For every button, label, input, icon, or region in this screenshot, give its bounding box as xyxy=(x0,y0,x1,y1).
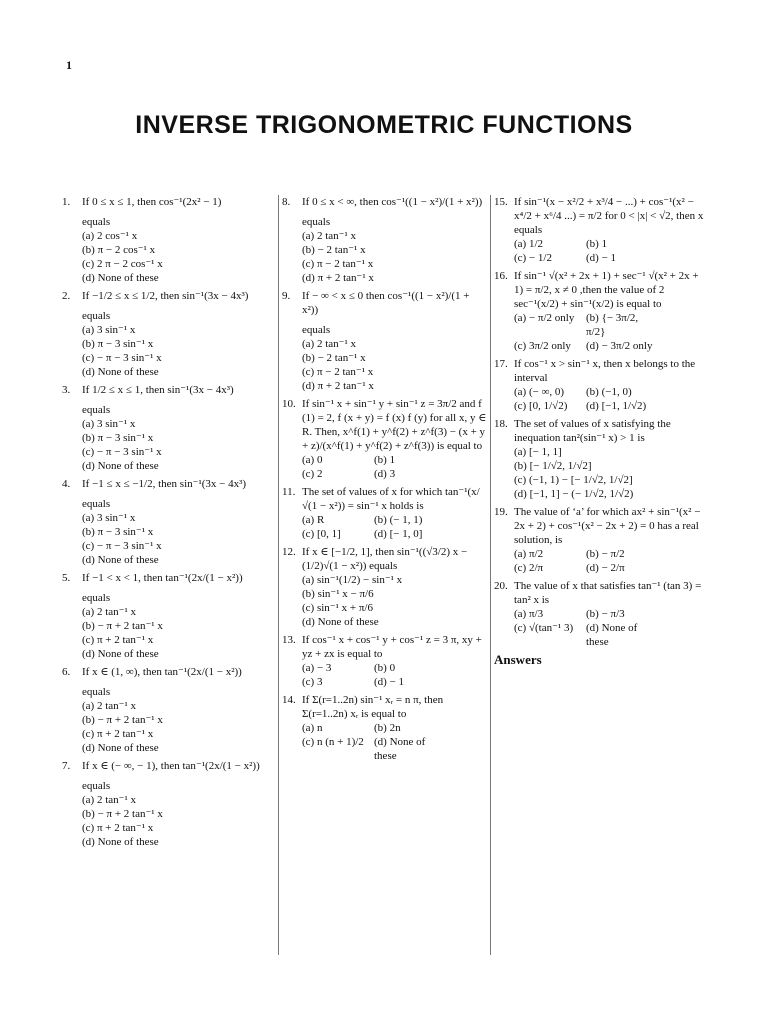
answer-option: (d) [−1, 1/√2) xyxy=(586,400,647,412)
question-text: If sin⁻¹ √(x² + 2x + 1) + sec⁻¹ √(x² + 2x + 1) = π/2, x ≠ 0 ,then the value of 2 sec⁻¹(x/2) + sin⁻¹(x/2) is equal to xyxy=(514,270,699,310)
answer-option-row xyxy=(494,251,704,265)
answer-option: (c) 2 xyxy=(302,468,323,480)
question-item xyxy=(62,759,276,849)
question-text: If − ∞ < x ≤ 0 then cos⁻¹((1 − x²)/(1 + x²)) xyxy=(302,290,470,316)
equals-label: equals xyxy=(82,686,111,698)
answer-option-row xyxy=(494,561,704,575)
question-number: 13. xyxy=(282,634,296,646)
answer-option: (c) 2/π xyxy=(514,562,544,574)
question-text: The set of values of x for which tan⁻¹(x/√(1 − x²)) = sin⁻¹ x holds is xyxy=(302,486,480,512)
answer-option-row xyxy=(282,675,488,689)
answer-option: (a) 1/2 xyxy=(514,238,544,250)
answer-option-row xyxy=(494,547,704,561)
answer-option: (a) π/3 xyxy=(514,608,544,620)
question-item xyxy=(282,545,488,629)
answer-option: (b) − π/2 xyxy=(586,548,625,560)
question-text: If 0 ≤ x ≤ 1, then cos⁻¹(2x² − 1) xyxy=(82,196,222,208)
answer-option: (b) sin⁻¹ x − π/6 xyxy=(302,588,374,600)
question-column-1 xyxy=(62,195,276,853)
answer-option: (d) None of these xyxy=(302,616,379,628)
answer-option: (a) 2 tan⁻¹ x xyxy=(302,338,357,350)
answer-option: (d) None of these xyxy=(82,272,159,284)
answer-option-row xyxy=(282,735,488,763)
answer-option: (c) − 1/2 xyxy=(514,252,552,264)
answer-option-row xyxy=(282,527,488,541)
answer-option: (b) {− 3π/2, π/2} xyxy=(586,312,639,338)
question-stem xyxy=(282,633,488,661)
question-text: If 1/2 ≤ x ≤ 1, then sin⁻¹(3x − 4x³) xyxy=(82,384,234,396)
question-stem xyxy=(62,289,276,303)
answer-option: (c) √(tan⁻¹ 3) xyxy=(514,622,574,634)
answer-option: (c) sin⁻¹ x + π/6 xyxy=(302,602,373,614)
question-stem xyxy=(62,383,276,397)
question-number: 10. xyxy=(282,398,296,410)
answer-option: (d) None of these xyxy=(82,742,159,754)
equals-label: equals xyxy=(82,310,111,322)
column-divider xyxy=(278,195,279,955)
question-item xyxy=(494,505,704,575)
answer-option: (d) None of these xyxy=(82,648,159,660)
question-stem xyxy=(282,485,488,513)
question-text: If Σ(r=1..2n) sin⁻¹ xᵣ = n π, then Σ(r=1..2n) xᵣ is equal to xyxy=(302,694,444,720)
answer-option-row xyxy=(494,621,704,649)
answer-option-row xyxy=(494,237,704,251)
question-text: If x ∈ (1, ∞), then tan⁻¹(2x/(1 − x²)) xyxy=(82,666,242,678)
question-number: 16. xyxy=(494,270,508,282)
question-number: 6. xyxy=(62,666,71,678)
question-stem xyxy=(282,289,488,317)
answer-option: (c) π − 2 tan⁻¹ x xyxy=(302,366,374,378)
answer-option: (a) [− 1, 1] xyxy=(514,446,562,458)
question-item xyxy=(62,195,276,285)
answer-option-row xyxy=(282,721,488,735)
question-item xyxy=(494,417,704,501)
answer-option: (b) − π + 2 tan⁻¹ x xyxy=(82,714,163,726)
question-stem xyxy=(494,505,704,547)
question-stem xyxy=(62,195,276,209)
answer-option: (c) − π − 3 sin⁻¹ x xyxy=(82,352,162,364)
question-column-3 xyxy=(494,195,704,667)
answer-option-row xyxy=(282,467,488,481)
equals-label: equals xyxy=(302,324,331,336)
answer-option-row xyxy=(282,661,488,675)
answer-option: (c) 3π/2 only xyxy=(514,340,571,352)
question-stem xyxy=(282,693,488,721)
answer-option: (a) 2 cos⁻¹ x xyxy=(82,230,138,242)
answer-option: (b) 1 xyxy=(374,454,396,466)
answer-option: (c) π − 2 tan⁻¹ x xyxy=(302,258,374,270)
answers-heading: Answers xyxy=(494,652,542,667)
question-stem xyxy=(282,397,488,453)
equals-label: equals xyxy=(82,216,111,228)
question-item xyxy=(62,665,276,755)
answer-option: (a) 2 tan⁻¹ x xyxy=(82,606,137,618)
answer-option: (d) None of these xyxy=(82,366,159,378)
answer-option: (a) π/2 xyxy=(514,548,544,560)
equals-label: equals xyxy=(82,780,111,792)
answer-option: (d) π + 2 tan⁻¹ x xyxy=(302,380,374,392)
answer-option-row xyxy=(282,453,488,467)
question-stem xyxy=(494,417,704,445)
answer-option: (b) 1 xyxy=(586,238,608,250)
question-text: If −1 < x < 1, then tan⁻¹(2x/(1 − x²)) xyxy=(82,572,243,584)
question-number: 3. xyxy=(62,384,71,396)
answer-option: (d) π + 2 tan⁻¹ x xyxy=(302,272,374,284)
answer-option: (c) − π − 3 sin⁻¹ x xyxy=(82,540,162,552)
answer-option: (a) 3 sin⁻¹ x xyxy=(82,512,136,524)
answer-option: (d) None of these xyxy=(374,736,426,762)
question-number: 1. xyxy=(62,196,71,208)
question-number: 18. xyxy=(494,418,508,430)
equals-label: equals xyxy=(82,404,111,416)
question-number: 4. xyxy=(62,478,71,490)
answer-option: (b) π − 3 sin⁻¹ x xyxy=(82,526,154,538)
question-text: If sin⁻¹ x + sin⁻¹ y + sin⁻¹ z = 3π/2 and f (1) = 2, f (x + y) = f (x) f (y) for all x, y ∈ R. Then, x^f(1) + y^f(2) + z^f(3) − (x + y + z)/(x^f(1) + y^f(2) + z^f(3)) is equal to xyxy=(302,398,487,452)
question-text: The set of values of x satisfying the inequation tan²(sin⁻¹ x) > 1 is xyxy=(514,418,671,444)
answer-option: (a) n xyxy=(302,722,323,734)
question-stem xyxy=(62,477,276,491)
answer-option: (d) None of these xyxy=(82,554,159,566)
answer-option: (c) [0, 1/√2) xyxy=(514,400,568,412)
question-stem xyxy=(282,195,488,209)
answer-option: (d) − 1 xyxy=(374,676,405,688)
question-text: The value of x that satisfies tan⁻¹ (tan 3) = tan² x is xyxy=(514,580,702,606)
question-stem xyxy=(282,545,488,573)
question-text: If x ∈ [−1/2, 1], then sin⁻¹((√3/2) x − (1/2)√(1 − x²)) equals xyxy=(302,546,468,572)
question-stem xyxy=(494,579,704,607)
question-number: 19. xyxy=(494,506,508,518)
equals-label: equals xyxy=(82,592,111,604)
question-item xyxy=(62,477,276,567)
question-number: 8. xyxy=(282,196,291,208)
question-text: If sin⁻¹(x − x²/2 + x³/4 − ...) + cos⁻¹(x² − x⁴/2 + x⁶/4 ...) = π/2 for 0 < |x| < √2, then x equals xyxy=(514,196,704,236)
question-column-2 xyxy=(282,195,488,767)
answer-option: (b) 2n xyxy=(374,722,401,734)
answer-option: (b) (− 1, 1) xyxy=(374,514,423,526)
answer-option: (a) 0 xyxy=(302,454,323,466)
question-number: 15. xyxy=(494,196,508,208)
question-text: The value of ‘a’ for which ax² + sin⁻¹(x² − 2x + 2) + cos⁻¹(x² − 2x + 2) = 0 has a real solution, is xyxy=(514,506,701,546)
question-item xyxy=(282,485,488,541)
question-item xyxy=(282,195,488,285)
answer-option: (d) − 3π/2 only xyxy=(586,340,653,352)
answer-option: (a) 3 sin⁻¹ x xyxy=(82,324,136,336)
equals-label: equals xyxy=(302,216,331,228)
answer-option: (b) (−1, 0) xyxy=(586,386,632,398)
question-text: If x ∈ (− ∞, − 1), then tan⁻¹(2x/(1 − x²)) xyxy=(82,760,260,772)
answer-option: (c) − π − 3 sin⁻¹ x xyxy=(82,446,162,458)
answer-option: (c) 3 xyxy=(302,676,323,688)
answer-option: (b) − 2 tan⁻¹ x xyxy=(302,244,366,256)
answer-option-row xyxy=(494,399,704,413)
answer-option: (a) R xyxy=(302,514,325,526)
answer-option: (b) [− 1/√2, 1/√2] xyxy=(514,460,592,472)
answer-option-row xyxy=(494,339,704,353)
question-text: If −1 ≤ x ≤ −1/2, then sin⁻¹(3x − 4x³) xyxy=(82,478,247,490)
question-item xyxy=(282,633,488,689)
question-item xyxy=(494,195,704,265)
question-stem xyxy=(62,571,276,585)
question-stem xyxy=(62,759,276,773)
question-stem xyxy=(494,269,704,311)
question-item xyxy=(62,571,276,661)
answer-option: (b) π − 3 sin⁻¹ x xyxy=(82,338,154,350)
page-number: 1 xyxy=(66,58,72,72)
answer-option: (b) π − 3 sin⁻¹ x xyxy=(82,432,154,444)
question-item xyxy=(282,289,488,393)
question-number: 14. xyxy=(282,694,296,706)
answer-option: (c) 2 π − 2 cos⁻¹ x xyxy=(82,258,163,270)
answer-option: (c) π + 2 tan⁻¹ x xyxy=(82,728,154,740)
question-item xyxy=(494,357,704,413)
question-item xyxy=(282,397,488,481)
answer-option: (d) 3 xyxy=(374,468,396,480)
answer-option: (c) π + 2 tan⁻¹ x xyxy=(82,822,154,834)
question-number: 7. xyxy=(62,760,71,772)
answer-option: (c) n (n + 1)/2 xyxy=(302,736,364,748)
question-stem xyxy=(494,357,704,385)
answer-option: (b) − π + 2 tan⁻¹ x xyxy=(82,808,163,820)
answer-option: (b) − π/3 xyxy=(586,608,625,620)
answer-option-row xyxy=(494,385,704,399)
question-text: If cos⁻¹ x > sin⁻¹ x, then x belongs to the interval xyxy=(514,358,696,384)
answer-option: (b) 0 xyxy=(374,662,396,674)
answer-option-row xyxy=(282,513,488,527)
answer-option: (d) None of these xyxy=(586,622,638,648)
question-text: If −1/2 ≤ x ≤ 1/2, then sin⁻¹(3x − 4x³) xyxy=(82,290,249,302)
answer-option: (b) − π + 2 tan⁻¹ x xyxy=(82,620,163,632)
answer-option: (a) 3 sin⁻¹ x xyxy=(82,418,136,430)
answer-option-row xyxy=(494,311,704,339)
answer-option: (a) sin⁻¹(1/2) − sin⁻¹ x xyxy=(302,574,403,586)
question-item xyxy=(494,269,704,353)
answer-option: (c) π + 2 tan⁻¹ x xyxy=(82,634,154,646)
answer-option: (c) (−1, 1) − [− 1/√2, 1/√2] xyxy=(514,474,633,486)
question-number: 9. xyxy=(282,290,291,302)
question-number: 11. xyxy=(282,486,296,498)
question-number: 20. xyxy=(494,580,508,592)
question-number: 5. xyxy=(62,572,71,584)
question-stem xyxy=(494,195,704,237)
answer-option: (c) [0, 1] xyxy=(302,528,341,540)
question-number: 12. xyxy=(282,546,296,558)
answer-option: (a) 2 tan⁻¹ x xyxy=(82,794,137,806)
answer-option-row xyxy=(494,607,704,621)
answer-option: (d) None of these xyxy=(82,460,159,472)
answer-option: (d) [−1, 1] − (− 1/√2, 1/√2) xyxy=(514,488,634,500)
question-item xyxy=(282,693,488,763)
answer-option: (a) − π/2 only xyxy=(514,312,575,324)
answer-option: (d) None of these xyxy=(82,836,159,848)
question-item xyxy=(62,289,276,379)
answer-option: (d) [− 1, 0] xyxy=(374,528,423,540)
page-title: INVERSE TRIGONOMETRIC FUNCTIONS xyxy=(135,111,633,139)
answer-option: (d) − 1 xyxy=(586,252,617,264)
column-divider xyxy=(490,195,491,955)
answer-option: (a) 2 tan⁻¹ x xyxy=(302,230,357,242)
answer-option: (b) − 2 tan⁻¹ x xyxy=(302,352,366,364)
question-item xyxy=(494,579,704,649)
answer-option: (b) π − 2 cos⁻¹ x xyxy=(82,244,156,256)
question-item xyxy=(62,383,276,473)
question-text: If 0 ≤ x < ∞, then cos⁻¹((1 − x²)/(1 + x²)) xyxy=(302,196,483,208)
question-number: 17. xyxy=(494,358,508,370)
question-number: 2. xyxy=(62,290,71,302)
answer-option: (a) (− ∞, 0) xyxy=(514,386,565,398)
answer-option: (d) − 2/π xyxy=(586,562,625,574)
question-stem xyxy=(62,665,276,679)
answer-option: (a) − 3 xyxy=(302,662,332,674)
question-text: If cos⁻¹ x + cos⁻¹ y + cos⁻¹ z = 3 π, xy + yz + zx is equal to xyxy=(302,634,482,660)
answer-option: (a) 2 tan⁻¹ x xyxy=(82,700,137,712)
equals-label: equals xyxy=(82,498,111,510)
